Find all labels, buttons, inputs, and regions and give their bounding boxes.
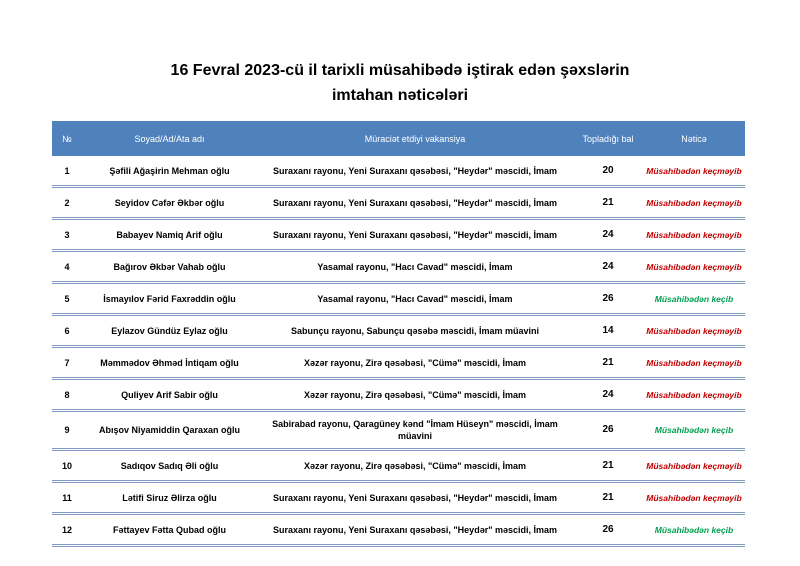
vacancy-description: Xəzər rayonu, Zirə qəsəbəsi, "Cümə" məscidi, İmam (257, 347, 573, 379)
table-row (52, 315, 745, 347)
vacancy-description: Suraxanı rayonu, Yeni Suraxanı qəsəbəsi, "Heydər" məscidi, İmam (257, 187, 573, 219)
result-status: Müsahibədən keçməyib (643, 187, 745, 219)
person-name: Seyidov Cəfər Əkbər oğlu (82, 187, 257, 219)
row-number: 1 (52, 156, 82, 187)
row-number: 9 (52, 411, 82, 450)
score-value: 21 (573, 482, 643, 514)
score-value: 21 (573, 450, 643, 482)
person-name: Abışov Niyamiddin Qaraxan oğlu (82, 411, 257, 450)
row-number: 6 (52, 315, 82, 347)
header-row (52, 121, 745, 156)
person-name: Sadıqov Sadıq Əli oğlu (82, 450, 257, 482)
table-row (52, 283, 745, 315)
person-name: Bağırov Əkbər Vahab oğlu (82, 251, 257, 283)
vacancy-description: Sabirabad rayonu, Qaragüney kənd "İmam Hüseyn" məscidi, İmam müavini (257, 411, 573, 450)
score-value: 20 (573, 156, 643, 187)
score-value: 26 (573, 514, 643, 546)
result-status: Müsahibədən keçməyib (643, 315, 745, 347)
result-status: Müsahibədən keçməyib (643, 219, 745, 251)
person-name: Lətifi Siruz Əlirza oğlu (82, 482, 257, 514)
results-table-header (52, 121, 745, 156)
score-value: 21 (573, 347, 643, 379)
vacancy-description: Suraxanı rayonu, Yeni Suraxanı qəsəbəsi, "Heydər" məscidi, İmam (257, 156, 573, 187)
vacancy-description: Sabunçu rayonu, Sabunçu qəsəbə məscidi, İmam müavini (257, 315, 573, 347)
result-status: Müsahibədən keçib (643, 411, 745, 450)
results-table (52, 121, 745, 547)
table-row (52, 450, 745, 482)
person-name: Şəfili Ağaşirin Mehman oğlu (82, 156, 257, 187)
results-table-body (52, 156, 745, 546)
person-name: Fəttayev Fətta Qubad oğlu (82, 514, 257, 546)
vacancy-description: Xəzər rayonu, Zirə qəsəbəsi, "Cümə" məscidi, İmam (257, 450, 573, 482)
table-row (52, 219, 745, 251)
page-title-line-1: 16 Fevral 2023-cü il tarixli müsahibədə iştirak edən şəxslərin (170, 62, 630, 79)
table-row (52, 379, 745, 411)
score-value: 24 (573, 379, 643, 411)
vacancy-description: Xəzər rayonu, Zirə qəsəbəsi, "Cümə" məscidi, İmam (257, 379, 573, 411)
result-status: Müsahibədən keçib (643, 283, 745, 315)
result-status: Müsahibədən keçməyib (643, 251, 745, 283)
result-status: Müsahibədən keçib (643, 514, 745, 546)
score-value: 24 (573, 251, 643, 283)
vacancy-description: Yasamal rayonu, "Hacı Cavad" məscidi, İmam (257, 251, 573, 283)
table-row (52, 411, 745, 450)
row-number: 8 (52, 379, 82, 411)
column-header-score: Topladığı bal (573, 121, 643, 156)
column-header-result: Nəticə (643, 121, 745, 156)
vacancy-description: Suraxanı rayonu, Yeni Suraxanı qəsəbəsi, "Heydər" məscidi, İmam (257, 482, 573, 514)
score-value: 26 (573, 283, 643, 315)
score-value: 26 (573, 411, 643, 450)
result-status: Müsahibədən keçməyib (643, 379, 745, 411)
table-row (52, 482, 745, 514)
table-row (52, 251, 745, 283)
result-status: Müsahibədən keçməyib (643, 450, 745, 482)
row-number: 2 (52, 187, 82, 219)
person-name: Eylazov Gündüz Eylaz oğlu (82, 315, 257, 347)
score-value: 21 (573, 187, 643, 219)
column-header-name: Soyad/Ad/Ata adı (82, 121, 257, 156)
page-title-line-2: imtahan nəticələri (331, 87, 469, 104)
result-status: Müsahibədən keçməyib (643, 347, 745, 379)
vacancy-description: Suraxanı rayonu, Yeni Suraxanı qəsəbəsi, "Heydər" məscidi, İmam (257, 514, 573, 546)
person-name: Quliyev Arif Sabir oğlu (82, 379, 257, 411)
person-name: Babayev Namiq Arif oğlu (82, 219, 257, 251)
person-name: İsmayılov Fərid Faxrəddin oğlu (82, 283, 257, 315)
row-number: 10 (52, 450, 82, 482)
score-value: 24 (573, 219, 643, 251)
result-status: Müsahibədən keçməyib (643, 156, 745, 187)
row-number: 3 (52, 219, 82, 251)
column-header-vacancy: Müraciət etdiyi vakansiya (257, 121, 573, 156)
table-row (52, 187, 745, 219)
vacancy-description: Yasamal rayonu, "Hacı Cavad" məscidi, İmam (257, 283, 573, 315)
row-number: 7 (52, 347, 82, 379)
score-value: 14 (573, 315, 643, 347)
row-number: 12 (52, 514, 82, 546)
result-status: Müsahibədən keçməyib (643, 482, 745, 514)
table-row (52, 347, 745, 379)
column-header-number: № (52, 121, 82, 156)
row-number: 5 (52, 283, 82, 315)
table-row (52, 156, 745, 187)
page-title (0, 58, 800, 108)
row-number: 4 (52, 251, 82, 283)
table-row (52, 514, 745, 546)
person-name: Məmmədov Əhməd İntiqam oğlu (82, 347, 257, 379)
row-number: 11 (52, 482, 82, 514)
vacancy-description: Suraxanı rayonu, Yeni Suraxanı qəsəbəsi, "Heydər" məscidi, İmam (257, 219, 573, 251)
